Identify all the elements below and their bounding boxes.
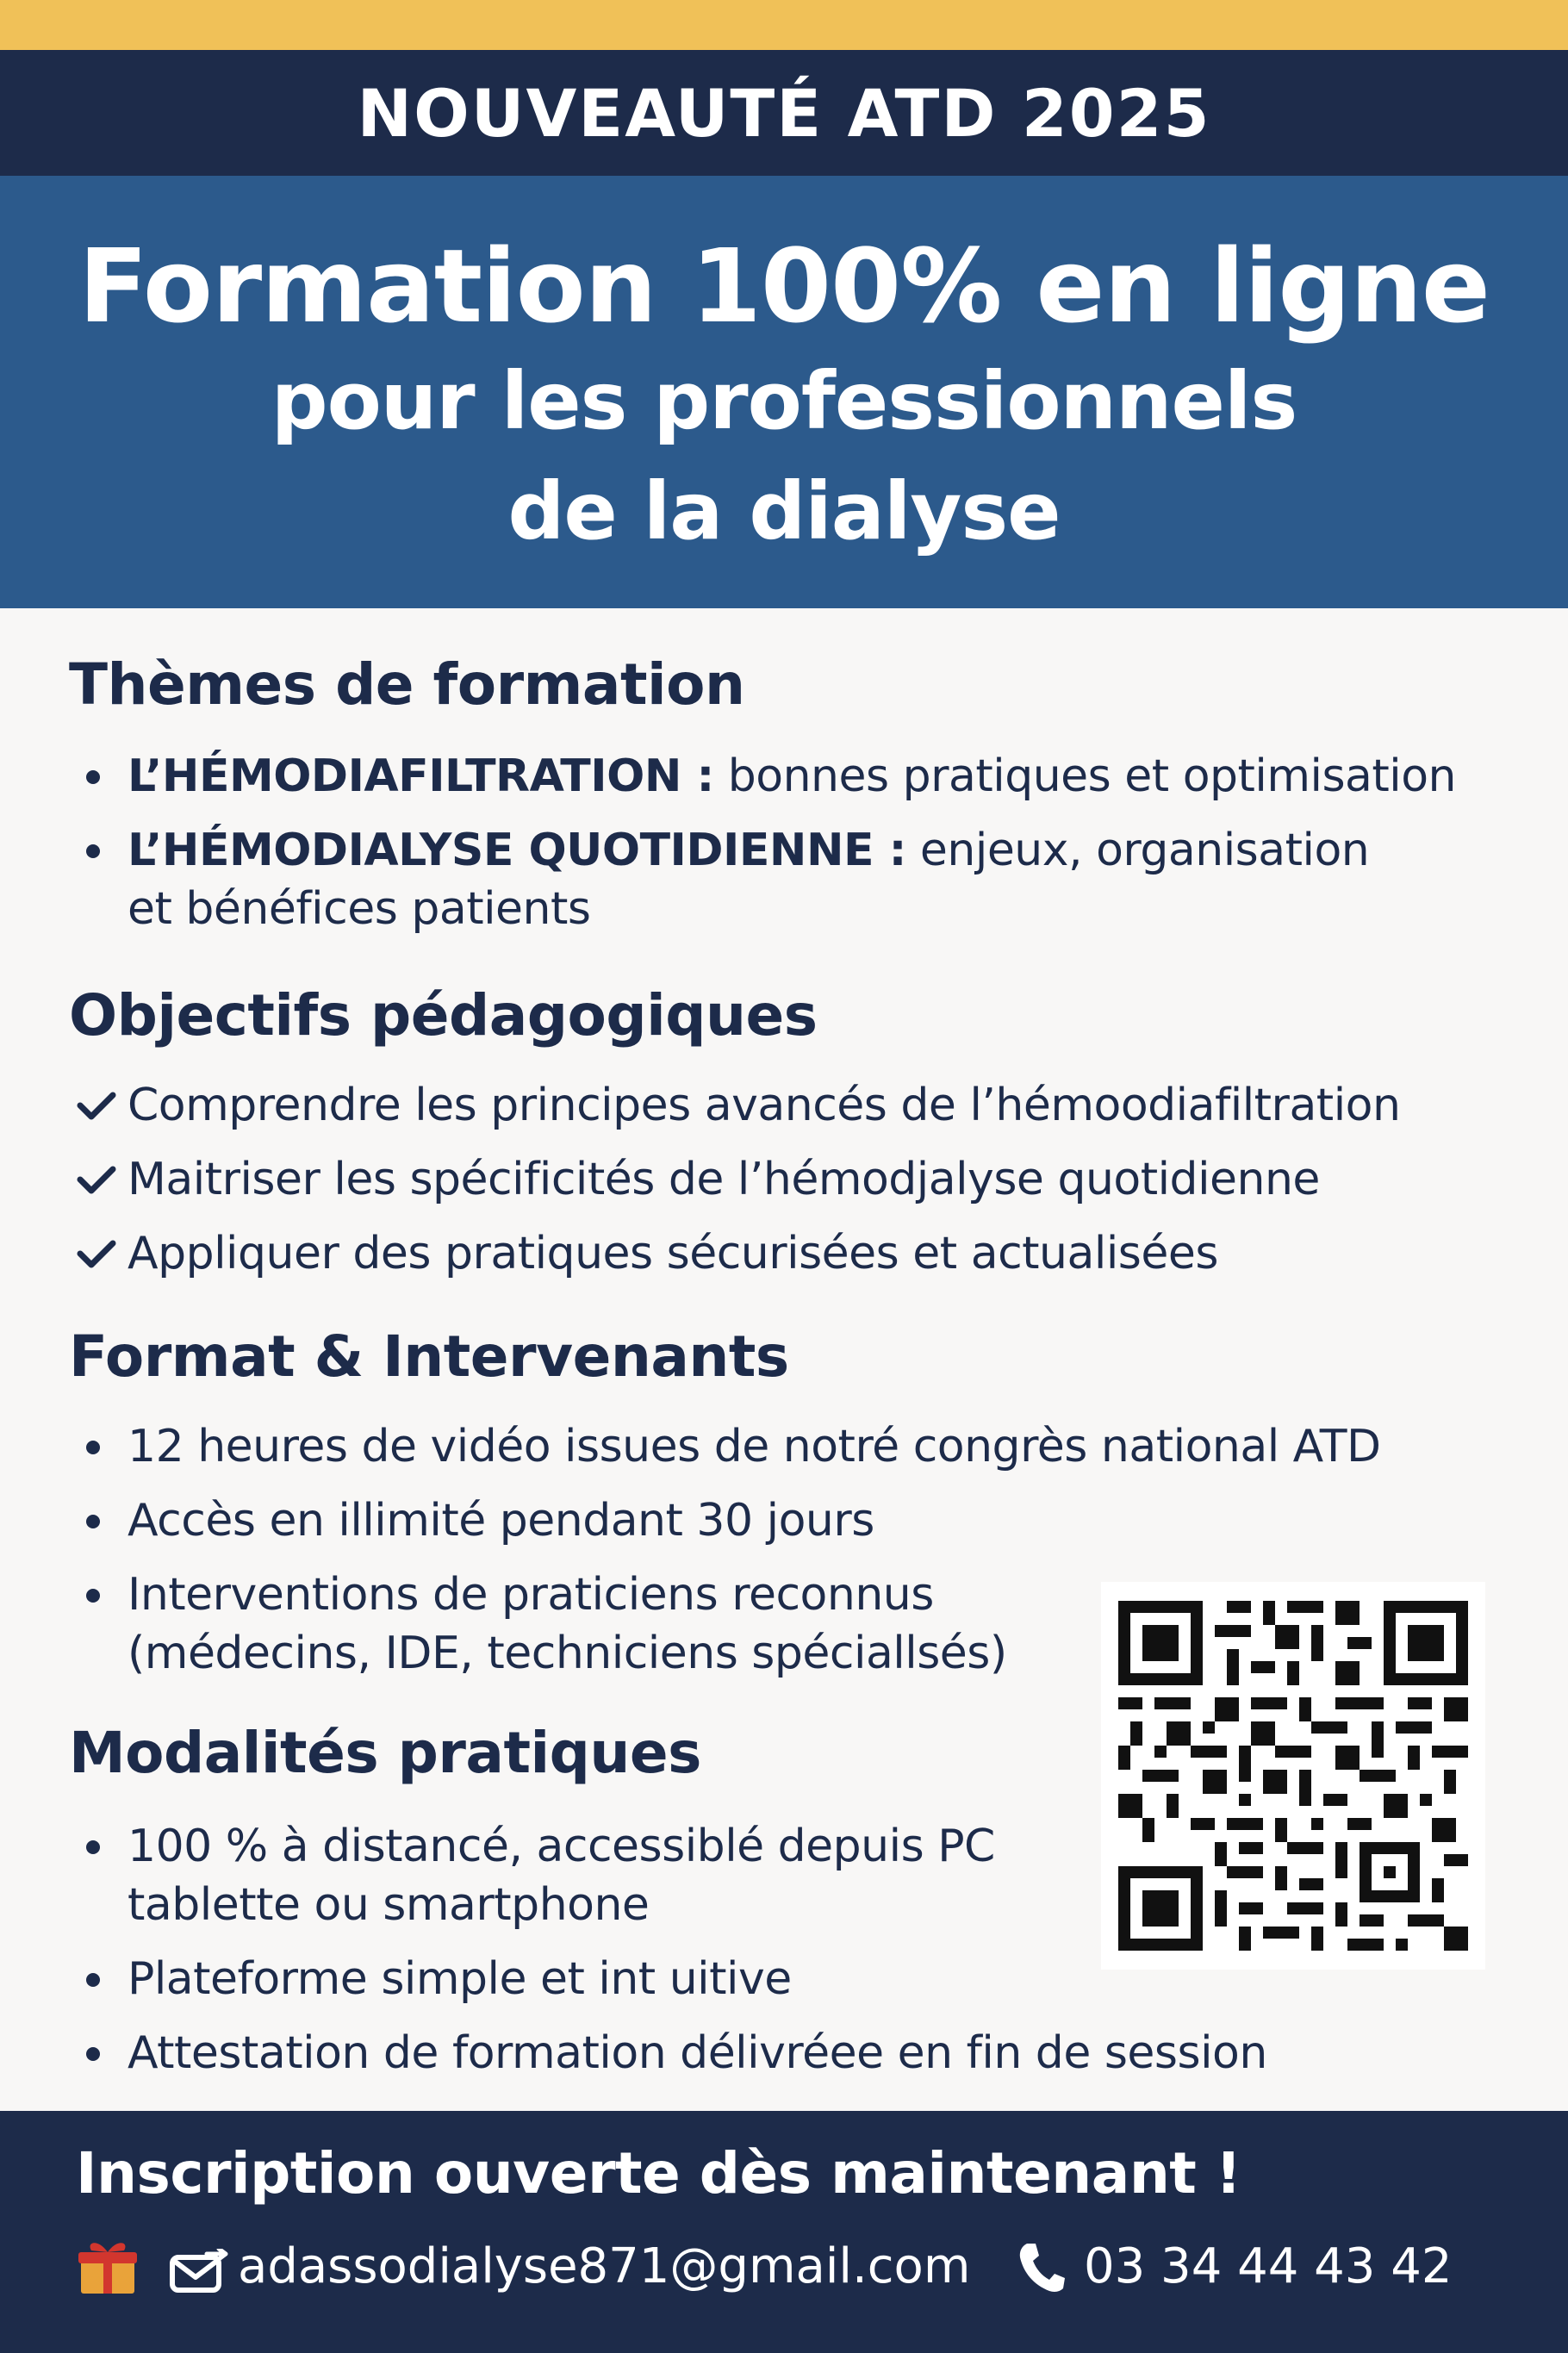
theme-item-2 xyxy=(128,820,1369,881)
section-title-modalities: Modalités pratiques xyxy=(69,1720,701,1786)
objective-item-2: Maitriser les spécificités de l’hémodjalyse quotidienne xyxy=(128,1154,1320,1205)
email-link[interactable]: adassodialyse871@gmail.com xyxy=(238,2238,971,2294)
theme-item-2-text: enjeux, organisation xyxy=(905,825,1370,876)
kicker-banner xyxy=(0,50,1568,176)
cta-headline: Inscription ouverte dès maintenant ! xyxy=(76,2140,1241,2207)
objective-item-1: Comprendre les principes avancés de l’hémoodiafiltration xyxy=(128,1080,1401,1131)
format-item-1: 12 heures de vidéo issues de notré congrès national ATD xyxy=(128,1421,1381,1472)
modality-item-1: 100 % à distancé, accessiblé depuis PC xyxy=(128,1821,995,1872)
bullet-icon xyxy=(86,2047,100,2061)
section-title-objectives: Objectifs pédagogiques xyxy=(69,982,818,1049)
phone-number[interactable]: 03 34 44 43 42 xyxy=(1084,2238,1453,2294)
bullet-icon xyxy=(86,1589,100,1603)
bullet-icon xyxy=(86,844,100,858)
theme-item-2-continuation: et bénéfices patients xyxy=(128,883,591,935)
theme-item-1 xyxy=(128,746,1456,806)
top-accent-stripe xyxy=(0,0,1568,50)
bullet-icon xyxy=(86,770,100,784)
theme-item-1-label: L’HÉMODIAFILTRATION : xyxy=(128,750,714,802)
bullet-icon xyxy=(86,1973,100,1987)
title-block xyxy=(0,176,1568,608)
modality-item-2: Plateforme simple et int uitive xyxy=(128,1953,792,2005)
check-icon xyxy=(76,1088,117,1123)
check-icon xyxy=(76,1236,117,1271)
page-title: Formation 100% en ligne xyxy=(78,227,1490,345)
objective-item-3: Appliquer des pratiques sécurisées et actualisées xyxy=(128,1228,1218,1279)
gift-icon xyxy=(76,2233,140,2297)
theme-item-1-text: bonnes pratiques et optimisation xyxy=(713,750,1457,802)
format-item-2: Accès en illimité pendant 30 jours xyxy=(128,1495,874,1547)
bullet-icon xyxy=(86,1441,100,1454)
mail-icon[interactable] xyxy=(169,2249,229,2295)
footer-banner xyxy=(0,2111,1568,2353)
section-title-themes: Thèmes de formation xyxy=(69,651,745,718)
modality-item-3: Attestation de formation délivréee en fin de session xyxy=(128,2027,1267,2079)
section-title-format: Format & Intervenants xyxy=(69,1323,789,1390)
page-subtitle-line1: pour les professionnels xyxy=(271,355,1297,447)
theme-item-2-label: L’HÉMODIALYSE QUOTIDIENNE : xyxy=(128,825,906,876)
bullet-icon xyxy=(86,1840,100,1854)
bullet-icon xyxy=(86,1515,100,1528)
format-item-3-continuation: (médecins, IDE, techniciens spéciallsés) xyxy=(128,1628,1007,1679)
page-subtitle-line2: de la dialyse xyxy=(507,465,1061,557)
check-icon xyxy=(76,1162,117,1197)
modality-item-1-continuation: tablette ou smartphone xyxy=(128,1879,650,1931)
kicker-text: NOUVEAUTÉ ATD 2025 xyxy=(357,74,1211,152)
qr-code-image xyxy=(1118,1601,1468,1951)
format-item-3: Interventions de praticiens reconnus xyxy=(128,1569,934,1621)
phone-icon[interactable] xyxy=(1017,2240,1065,2294)
qr-code[interactable] xyxy=(1101,1582,1485,1970)
